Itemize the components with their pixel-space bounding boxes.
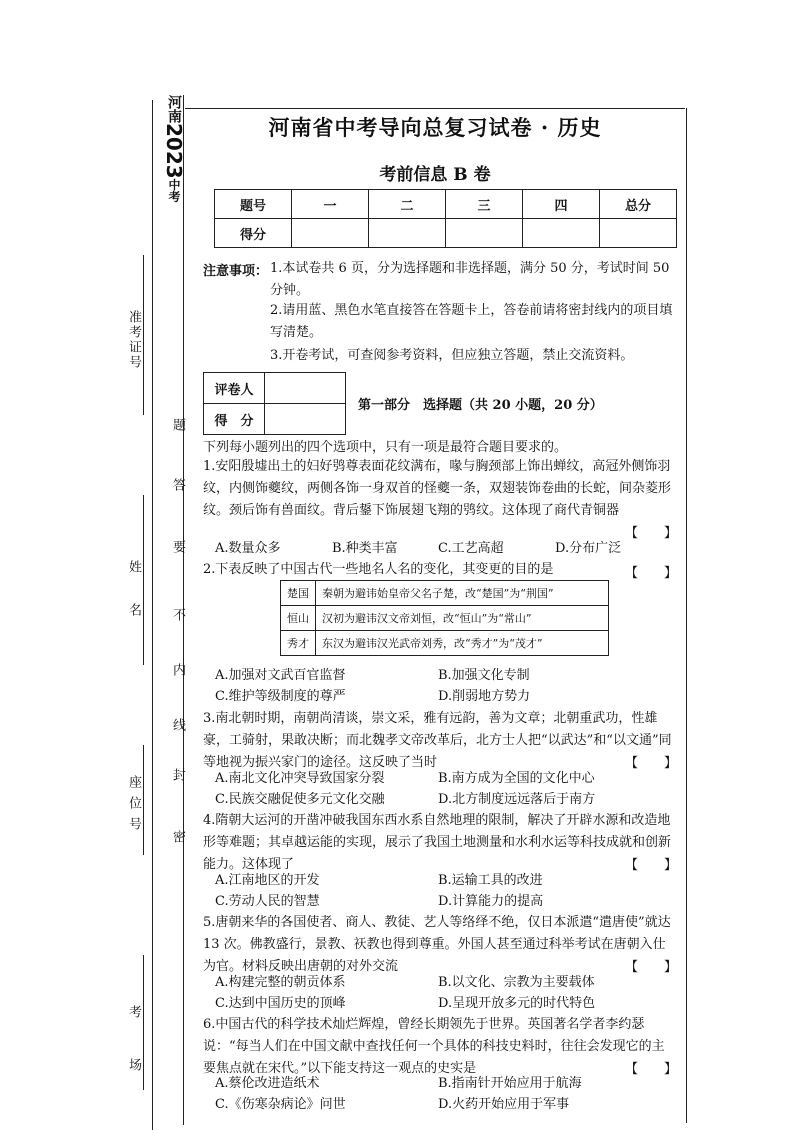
question-1-option-c: C.工艺高超 bbox=[438, 541, 504, 556]
question-6-option-c: C.《伤寒杂病论》问世 bbox=[215, 1097, 346, 1112]
exam-number-blank bbox=[143, 255, 144, 415]
question-6-option-b: B.指南针开始应用于航海 bbox=[438, 1076, 582, 1091]
note-item-3: 3.开卷考试，可查阅参考资料，但应独立答题，禁止交流资料。 bbox=[270, 348, 634, 363]
table-row bbox=[281, 581, 609, 606]
table-cell: 东汉为避讳汉光武帝刘秀，改“秀才”为“茂才” bbox=[316, 631, 609, 656]
question-4-option-c: C.劳动人民的智慧 bbox=[215, 894, 320, 909]
question-1-stem: 1.安阳殷墟出土的妇好鸮尊表面花纹满布，喙与胸颈部上饰出蝉纹，高冠外侧饰羽纹，内侧饰夔纹，两侧各饰一身双首的怪夔一条，双翅装饰卷曲的长蛇，间杂菱形纹。颈后饰有兽面纹。背后鋬下饰展翅飞翔的鸮纹。这体现了商代青铜器 bbox=[203, 459, 672, 518]
score-header-cell: 二 bbox=[369, 190, 446, 219]
score-cell bbox=[446, 219, 523, 248]
question-6-option-d: D.火药开始应用于军事 bbox=[438, 1097, 570, 1112]
sidebar-field-room: 考场 bbox=[126, 1005, 141, 1111]
brand-year: 2023 bbox=[162, 123, 186, 179]
score-header-cell: 题号 bbox=[215, 190, 292, 219]
score-header-cell: 总分 bbox=[600, 190, 677, 219]
seal-char-xian: 线 bbox=[170, 718, 185, 731]
notes-title: 注意事项： bbox=[203, 264, 269, 279]
seal-char-nei: 内 bbox=[170, 663, 185, 676]
room-blank bbox=[143, 955, 144, 1090]
sidebar-field-seat: 座位号 bbox=[126, 775, 141, 838]
seat-blank bbox=[143, 745, 144, 855]
answer-bracket: 【 】 bbox=[625, 756, 678, 771]
sidebar-field-name: 姓名 bbox=[126, 560, 141, 646]
score-table-score-row bbox=[215, 219, 677, 248]
question-4-option-a: A.江南地区的开发 bbox=[215, 873, 320, 888]
sidebar-outer-line bbox=[152, 100, 153, 1130]
question-5-option-a: A.构建完整的朝贡体系 bbox=[215, 975, 346, 990]
grader-score-cell bbox=[265, 404, 346, 435]
answer-bracket: 【 】 bbox=[625, 858, 678, 873]
part1-heading: 第一部分 选择题（共 20 小题，20 分） bbox=[358, 398, 603, 413]
question-6-option-a: A.蔡伦改进造纸术 bbox=[215, 1076, 320, 1091]
name-blank bbox=[143, 495, 144, 665]
score-row-label: 得分 bbox=[215, 219, 292, 248]
grader-score-label: 得 分 bbox=[204, 404, 265, 435]
question-3-stem: 3.南北朝时期，南朝尚清谈，崇文采，雅有远韵，善为文章；北朝重武功，性雄豪，工骑射，果敢决断；而北魏孝文帝改革后，北方士人把“以武达”和“以文通”同等地视为振兴家门的途径。这反映了当时 bbox=[203, 711, 672, 770]
note-item-2: 2.请用蓝、黑色水笔直接答在答题卡上，答卷前请将密封线内的项目填写清楚。 bbox=[270, 303, 673, 340]
score-header-cell: 四 bbox=[523, 190, 600, 219]
grader-label: 评卷人 bbox=[204, 373, 265, 404]
seal-char-yao: 要 bbox=[170, 540, 185, 553]
question-3-option-a: A.南北文化冲突导致国家分裂 bbox=[215, 771, 385, 786]
seal-char-feng: 封 bbox=[170, 768, 185, 781]
question-2-option-d: D.削弱地方势力 bbox=[438, 689, 531, 704]
answer-bracket: 【 】 bbox=[625, 566, 678, 581]
question-4-stem: 4.隋朝大运河的开凿冲破我国东西水系自然地理的限制，解决了开辟水源和改造地形等难题；其卓越运能的实现，展示了我国土地测量和水利水运等科技成就和创新能力。这体现了 bbox=[203, 813, 672, 872]
answer-bracket: 【 】 bbox=[625, 1062, 678, 1077]
grader-table bbox=[203, 372, 346, 435]
score-cell bbox=[369, 219, 446, 248]
page-title: 河南省中考导向总复习试卷 · 历史 bbox=[268, 115, 602, 140]
score-header-cell: 三 bbox=[446, 190, 523, 219]
question-1-option-d: D.分布广泛 bbox=[555, 541, 622, 556]
score-table-header-row bbox=[215, 190, 677, 219]
table-cell: 楚国 bbox=[281, 581, 316, 606]
answer-bracket: 【 】 bbox=[625, 960, 678, 975]
question-4-option-b: B.运输工具的改进 bbox=[438, 873, 543, 888]
table-cell: 秦朝为避讳始皇帝父名子楚，改“楚国”为“荆国” bbox=[316, 581, 609, 606]
seal-char-mi: 密 bbox=[170, 830, 185, 843]
seal-char-da: 答 bbox=[170, 478, 185, 491]
answer-bracket: 【 】 bbox=[625, 526, 678, 541]
question-5-option-b: B.以文化、宗教为主要载体 bbox=[438, 975, 595, 990]
question-3-option-c: C.民族交融促使多元文化交融 bbox=[215, 792, 385, 807]
question-3-option-d: D.北方制度远远落后于南方 bbox=[438, 792, 596, 807]
table-row bbox=[281, 631, 609, 656]
brand-suffix: 中考 bbox=[167, 178, 181, 203]
question-5-stem: 5.唐朝来华的各国使者、商人、教徒、艺人等络绎不绝，仅日本派遣“遣唐使”就达 13 次。佛教盛行，景教、祆教也得到尊重。外国人甚至通过科举考试在唐朝入仕为官。材料反映出唐朝的对外交流 bbox=[203, 915, 671, 974]
question-4-option-d: D.计算能力的提高 bbox=[438, 894, 544, 909]
page-subtitle: 考前信息 B 卷 bbox=[379, 165, 491, 185]
question-1-option-b: B.种类丰富 bbox=[332, 541, 398, 556]
score-header-cell: 一 bbox=[292, 190, 369, 219]
table-row bbox=[281, 606, 609, 631]
grader-cell bbox=[265, 373, 346, 404]
question-2-option-a: A.加强对文武百官监督 bbox=[215, 668, 346, 683]
seal-char-bu: 不 bbox=[170, 608, 185, 621]
question-2-stem: 2.下表反映了中国古代一些地名人名的变化，其变更的目的是 bbox=[203, 562, 554, 577]
seal-char-ti: 题 bbox=[170, 418, 185, 431]
question-2-option-b: B.加强文化专制 bbox=[438, 668, 530, 683]
paper-top-line bbox=[185, 108, 685, 109]
note-item-1: 1.本试卷共 6 页，分为选择题和非选择题，满分 50 分，考试时间 50 分钟。 bbox=[270, 261, 670, 298]
question-5-option-d: D.呈现开放多元的时代特色 bbox=[438, 996, 596, 1011]
score-cell bbox=[292, 219, 369, 248]
question-2-table bbox=[280, 580, 609, 656]
score-cell bbox=[523, 219, 600, 248]
brand-region: 河南 bbox=[166, 95, 182, 123]
question-1-option-a: A.数量众多 bbox=[215, 541, 281, 556]
part1-instruction: 下列每小题列出的四个选项中，只有一项是最符合题目要求的。 bbox=[203, 440, 568, 455]
score-cell bbox=[600, 219, 677, 248]
question-5-option-c: C.达到中国历史的顶峰 bbox=[215, 996, 346, 1011]
table-cell: 汉初为避讳汉文帝刘恒，改“恒山”为“常山” bbox=[316, 606, 609, 631]
question-6-stem: 6.中国古代的科学技术灿烂辉煌，曾经长期领先于世界。英国著名学者李约瑟说：“每当人们在中国文献中查找任何一个具体的科技史料时，往往会发现它的主要焦点就在宋代。”以下能支持这一观点的史实是 bbox=[203, 1017, 665, 1076]
question-3-option-b: B.南方成为全国的文化中心 bbox=[438, 771, 595, 786]
question-2-option-c: C.维护等级制度的尊严 bbox=[215, 689, 346, 704]
sidebar-field-exam-number: 准考证号 bbox=[126, 310, 141, 370]
paper-right-line bbox=[686, 108, 687, 1123]
table-cell: 秀才 bbox=[281, 631, 316, 656]
score-table bbox=[214, 189, 677, 248]
table-cell: 恒山 bbox=[281, 606, 316, 631]
